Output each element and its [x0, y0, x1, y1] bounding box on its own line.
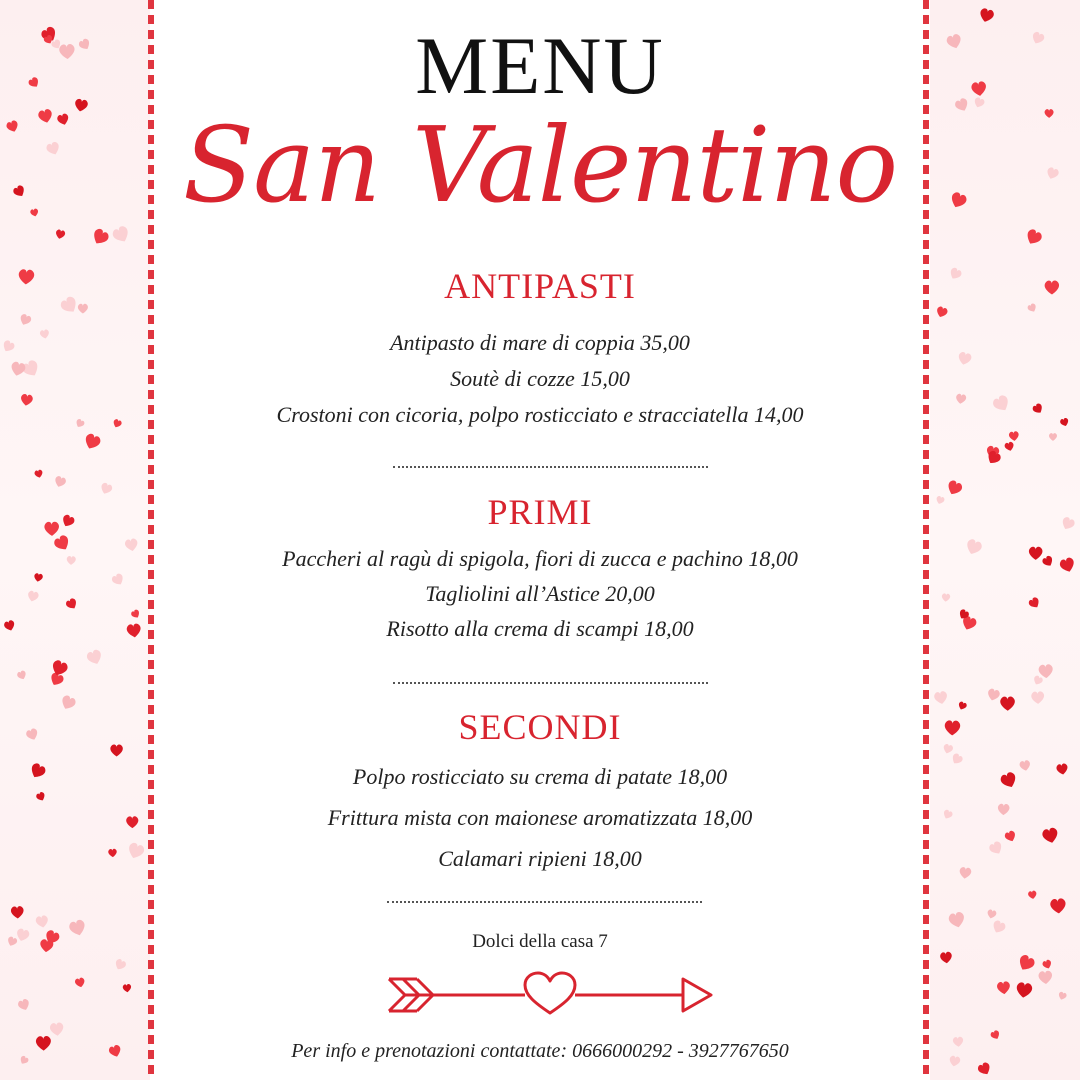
heart-icon [39, 329, 50, 339]
heart-icon [945, 479, 963, 497]
heart-icon [60, 513, 76, 528]
heart-icon [950, 752, 964, 766]
heart-icon [126, 841, 146, 860]
heart-icon [78, 304, 88, 314]
heart-icon [52, 534, 72, 553]
heart-icon [126, 816, 138, 828]
heart-icon [948, 1055, 960, 1067]
heart-icon [6, 936, 18, 948]
heart-icon [3, 619, 16, 632]
heart-icon [55, 229, 66, 240]
heart-icon [20, 393, 33, 406]
section-title-primi: PRIMI [487, 492, 593, 532]
heart-icon [126, 623, 142, 638]
heart-icon [973, 96, 986, 109]
heart-icon [944, 720, 960, 735]
section-title-antipasti: ANTIPASTI [444, 266, 636, 306]
heart-icon [946, 33, 964, 50]
heart-icon [19, 1055, 30, 1066]
heart-icon [1015, 982, 1032, 999]
menu-item: Crostoni con cicoria, polpo rosticciato e stracciatella 14,00 [276, 402, 804, 427]
dotted-divider [393, 682, 708, 684]
menu-item: Polpo rosticciato su crema di patate 18,00 [352, 764, 728, 789]
heart-icon [948, 911, 966, 929]
heart-icon [1056, 763, 1069, 776]
heart-icon [1032, 675, 1044, 687]
heart-icon [1050, 898, 1067, 914]
heart-icon [11, 906, 24, 919]
heart-icon [942, 809, 954, 821]
heart-icon [1009, 431, 1020, 442]
heart-icon [986, 688, 1000, 702]
heart-icon [1031, 402, 1044, 415]
heart-icon [1049, 433, 1057, 441]
heart-icon [942, 743, 954, 754]
heart-icon [34, 469, 44, 478]
heart-icon [1045, 109, 1054, 118]
heart-icon [940, 951, 953, 964]
heart-icon [108, 1044, 123, 1058]
heart-icon [30, 208, 39, 217]
heart-icon [933, 690, 948, 705]
heart-icon [991, 394, 1012, 415]
heart-confetti [0, 0, 150, 1080]
heart-icon [45, 141, 61, 157]
heart-icon [59, 295, 80, 316]
right-hearts-panel [930, 0, 1080, 1080]
heart-icon [130, 609, 141, 620]
heart-icon [1057, 991, 1067, 1001]
heart-icon [37, 108, 53, 124]
heart-icon [986, 909, 997, 920]
heart-icon [85, 648, 103, 666]
heart-icon [935, 306, 948, 319]
heart-icon [18, 313, 32, 327]
heart-icon [1042, 959, 1053, 970]
heart-icon [1016, 953, 1036, 973]
menu-item: Frittura mista con maionese aromatizzata 18,00 [327, 805, 753, 830]
heart-icon [74, 98, 89, 112]
right-dashed-border [923, 0, 929, 1080]
heart-icon [66, 556, 75, 565]
heart-icon [1060, 516, 1076, 532]
heart-icon [955, 393, 966, 404]
heart-icon [1030, 31, 1045, 46]
heart-icon [1038, 970, 1053, 984]
heart-icon [99, 482, 113, 496]
heart-icon [1027, 303, 1038, 314]
left-dashed-border [148, 0, 154, 1080]
heart-icon [1000, 696, 1015, 710]
heart-icon [988, 840, 1005, 857]
heart-icon [1024, 228, 1044, 247]
menu-item: Tagliolini all’Astice 20,00 [425, 581, 655, 606]
heart-icon [941, 593, 950, 602]
heart-icon [1031, 691, 1044, 704]
menu-title: MENU [415, 20, 665, 111]
heart-icon [74, 418, 85, 429]
heart-icon [16, 670, 27, 681]
heart-icon [964, 538, 983, 557]
heart-icon [90, 227, 110, 247]
heart-icon [53, 475, 67, 488]
heart-icon [10, 361, 27, 377]
heart-icon [1038, 664, 1053, 679]
heart-icon [957, 701, 967, 711]
heart-icon [1059, 556, 1077, 573]
heart-icon [998, 804, 1010, 816]
heart-icon [28, 762, 47, 781]
heart-icon [35, 915, 49, 929]
heart-icon [954, 97, 971, 113]
heart-icon [978, 7, 995, 23]
heart-icon [124, 538, 139, 552]
heart-icon [27, 590, 40, 603]
heart-icon [49, 1022, 64, 1036]
heart-icon [35, 791, 46, 802]
heart-icon [65, 597, 79, 611]
menu-subtitle: San Valentino [182, 104, 898, 226]
heart-icon [997, 981, 1011, 995]
menu-item: Soutè di cozze 15,00 [450, 366, 630, 391]
heart-icon [110, 744, 122, 756]
dotted-divider [393, 466, 708, 468]
heart-icon [25, 727, 40, 741]
heart-icon [1029, 547, 1043, 560]
heart-icon [15, 928, 30, 943]
heart-icon [1045, 166, 1060, 180]
heart-icon [971, 81, 988, 97]
heart-icon [948, 266, 963, 281]
heart-icon [111, 225, 132, 245]
heart-icon [36, 1036, 51, 1051]
heart-icon [68, 919, 87, 938]
heart-icon [122, 984, 131, 993]
heart-icon [990, 1029, 1002, 1040]
heart-icon [33, 573, 43, 583]
menu-item: Paccheri al ragù di spigola, fiori di zucca e pachino 18,00 [282, 546, 798, 571]
heart-icon [949, 191, 969, 210]
heart-icon [12, 184, 27, 199]
left-hearts-panel [0, 0, 150, 1080]
heart-confetti [930, 0, 1080, 1080]
heart-icon [27, 76, 41, 90]
dotted-divider [387, 901, 702, 903]
heart-icon [1045, 280, 1060, 294]
heart-icon [1041, 827, 1059, 845]
heart-icon [18, 269, 34, 285]
heart-icon [1004, 441, 1015, 452]
heart-icon [977, 1061, 993, 1077]
heart-icon [991, 919, 1007, 935]
heart-icon [111, 572, 126, 587]
heart-icon [959, 867, 972, 880]
arrow-with-heart-icon [385, 965, 715, 1025]
heart-icon [1027, 596, 1041, 610]
heart-icon [1059, 417, 1069, 427]
heart-icon [1041, 555, 1055, 569]
dessert-note: Dolci della casa 7 [472, 931, 608, 952]
heart-icon [56, 113, 70, 127]
heart-icon [108, 849, 117, 858]
heart-icon [1019, 760, 1031, 772]
heart-icon [112, 418, 123, 429]
heart-icon [999, 771, 1019, 790]
heart-icon [953, 1036, 964, 1047]
heart-icon [1028, 890, 1038, 899]
heart-icon [1004, 830, 1018, 843]
heart-icon [17, 998, 31, 1012]
heart-icon [59, 44, 75, 60]
heart-icon [74, 977, 85, 988]
heart-icon [5, 119, 19, 133]
heart-icon [1, 339, 16, 354]
heart-icon [935, 495, 945, 505]
menu-item: Antipasto di mare di coppia 35,00 [390, 330, 690, 355]
menu-item: Calamari ripieni 18,00 [438, 846, 642, 871]
contact-footer: Per info e prenotazioni contattate: 0666000292 - 3927767650 [291, 1040, 789, 1062]
heart-icon [113, 958, 127, 972]
heart-icon [59, 694, 77, 712]
heart-icon [957, 351, 972, 366]
heart-icon [44, 522, 59, 537]
heart-icon [82, 432, 102, 451]
heart-icon [78, 37, 92, 51]
section-title-secondi: SECONDI [458, 707, 622, 747]
menu-item: Risotto alla crema di scampi 18,00 [386, 616, 694, 641]
